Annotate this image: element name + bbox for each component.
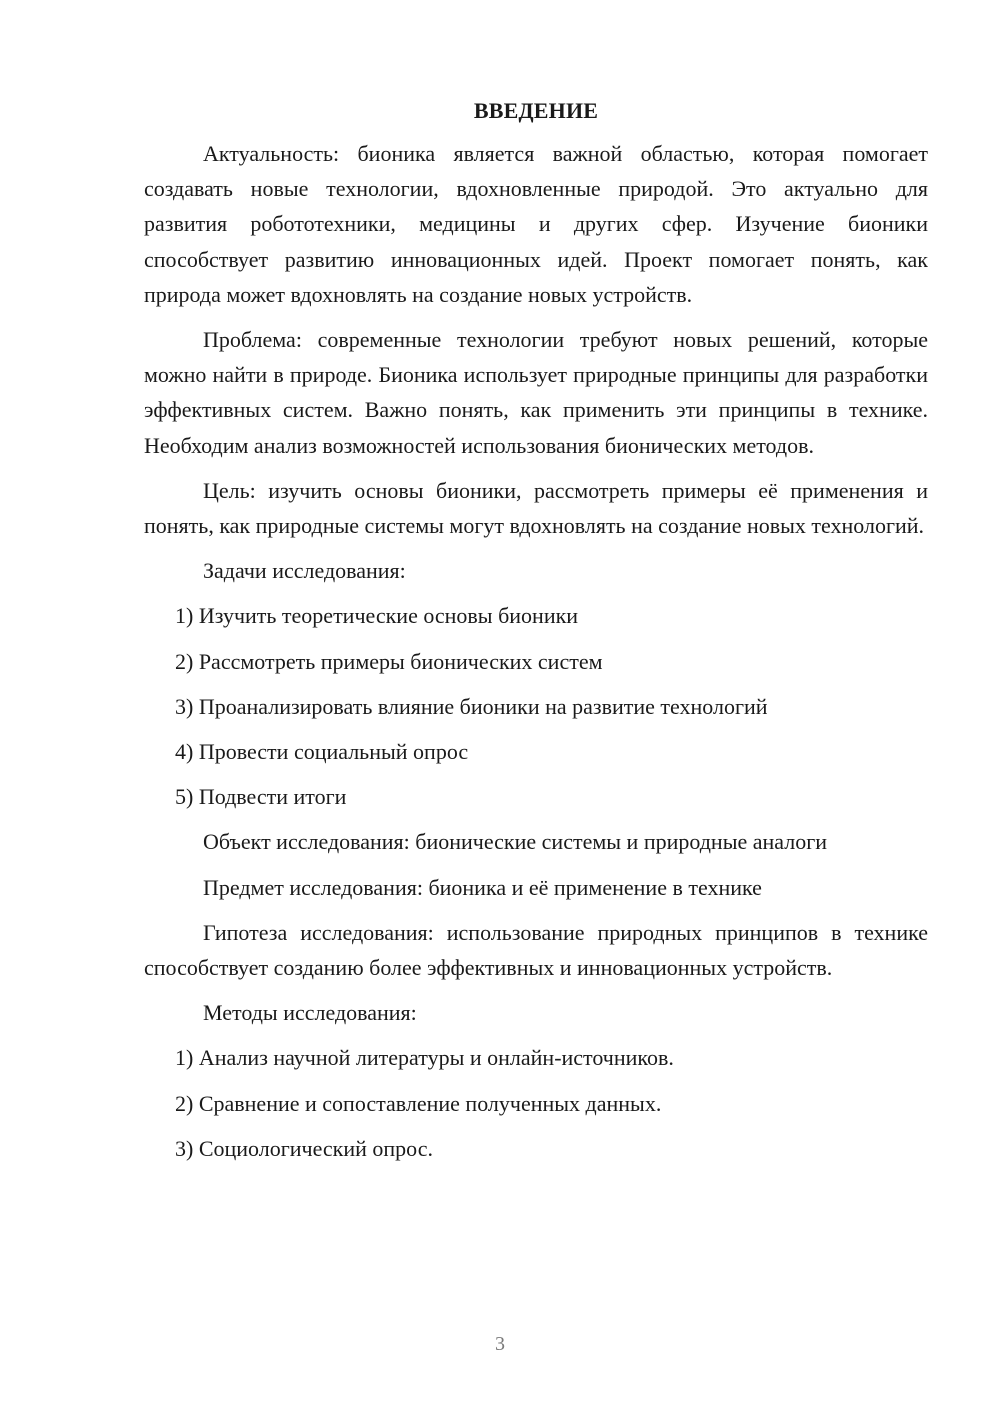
task-item-1: 1) Изучить теоретические основы бионики <box>175 603 579 629</box>
method-item-3: 3) Социологический опрос. <box>175 1135 433 1161</box>
task-item-4: 4) Провести социальный опрос <box>175 739 469 765</box>
method-item-1: 1) Анализ научной литературы и онлайн-источников. <box>175 1045 674 1071</box>
tasks-heading: Задачи исследования: <box>203 558 406 584</box>
task-item-2: 2) Рассмотреть примеры бионических систем <box>175 648 603 674</box>
document-page <box>144 96 928 1176</box>
task-item-3: 3) Проанализировать влияние бионики на развитие технологий <box>175 693 768 719</box>
research-subject: Предмет исследования: бионика и её применение в технике <box>203 874 762 900</box>
page-number: 3 <box>495 1333 505 1355</box>
hypothesis-paragraph: Гипотеза исследования: использование природных принципов в технике способствует созданию более эффективных и инновационных устройств. <box>144 919 928 981</box>
methods-heading: Методы исследования: <box>203 1000 417 1026</box>
page-title: ВВЕДЕНИЕ <box>473 98 599 123</box>
relevance-paragraph: Актуальность: бионика является важной областью, которая помогает создавать новые технологии, вдохновленные природой. Это актуально для развития робототехники, медицины и других сфер. Изучение бионики способствует развитию инновационных идей. Проект помогает понять, как природа может вдохновлять на создание новых устройств. <box>144 141 928 307</box>
goal-paragraph: Цель: изучить основы бионики, рассмотреть примеры её применения и понять, как природные системы могут вдохновлять на создание новых технологий. <box>144 477 928 539</box>
research-object: Объект исследования: бионические системы и природные аналоги <box>203 829 828 855</box>
task-item-5: 5) Подвести итоги <box>175 784 347 810</box>
problem-paragraph: Проблема: современные технологии требуют новых решений, которые можно найти в природе. Бионика использует природные принципы для разработки эффективных систем. Важно понять, как применить эти принципы в технике. Необходим анализ возможностей использования бионических методов. <box>144 327 928 458</box>
method-item-2: 2) Сравнение и сопоставление полученных данных. <box>175 1090 662 1116</box>
